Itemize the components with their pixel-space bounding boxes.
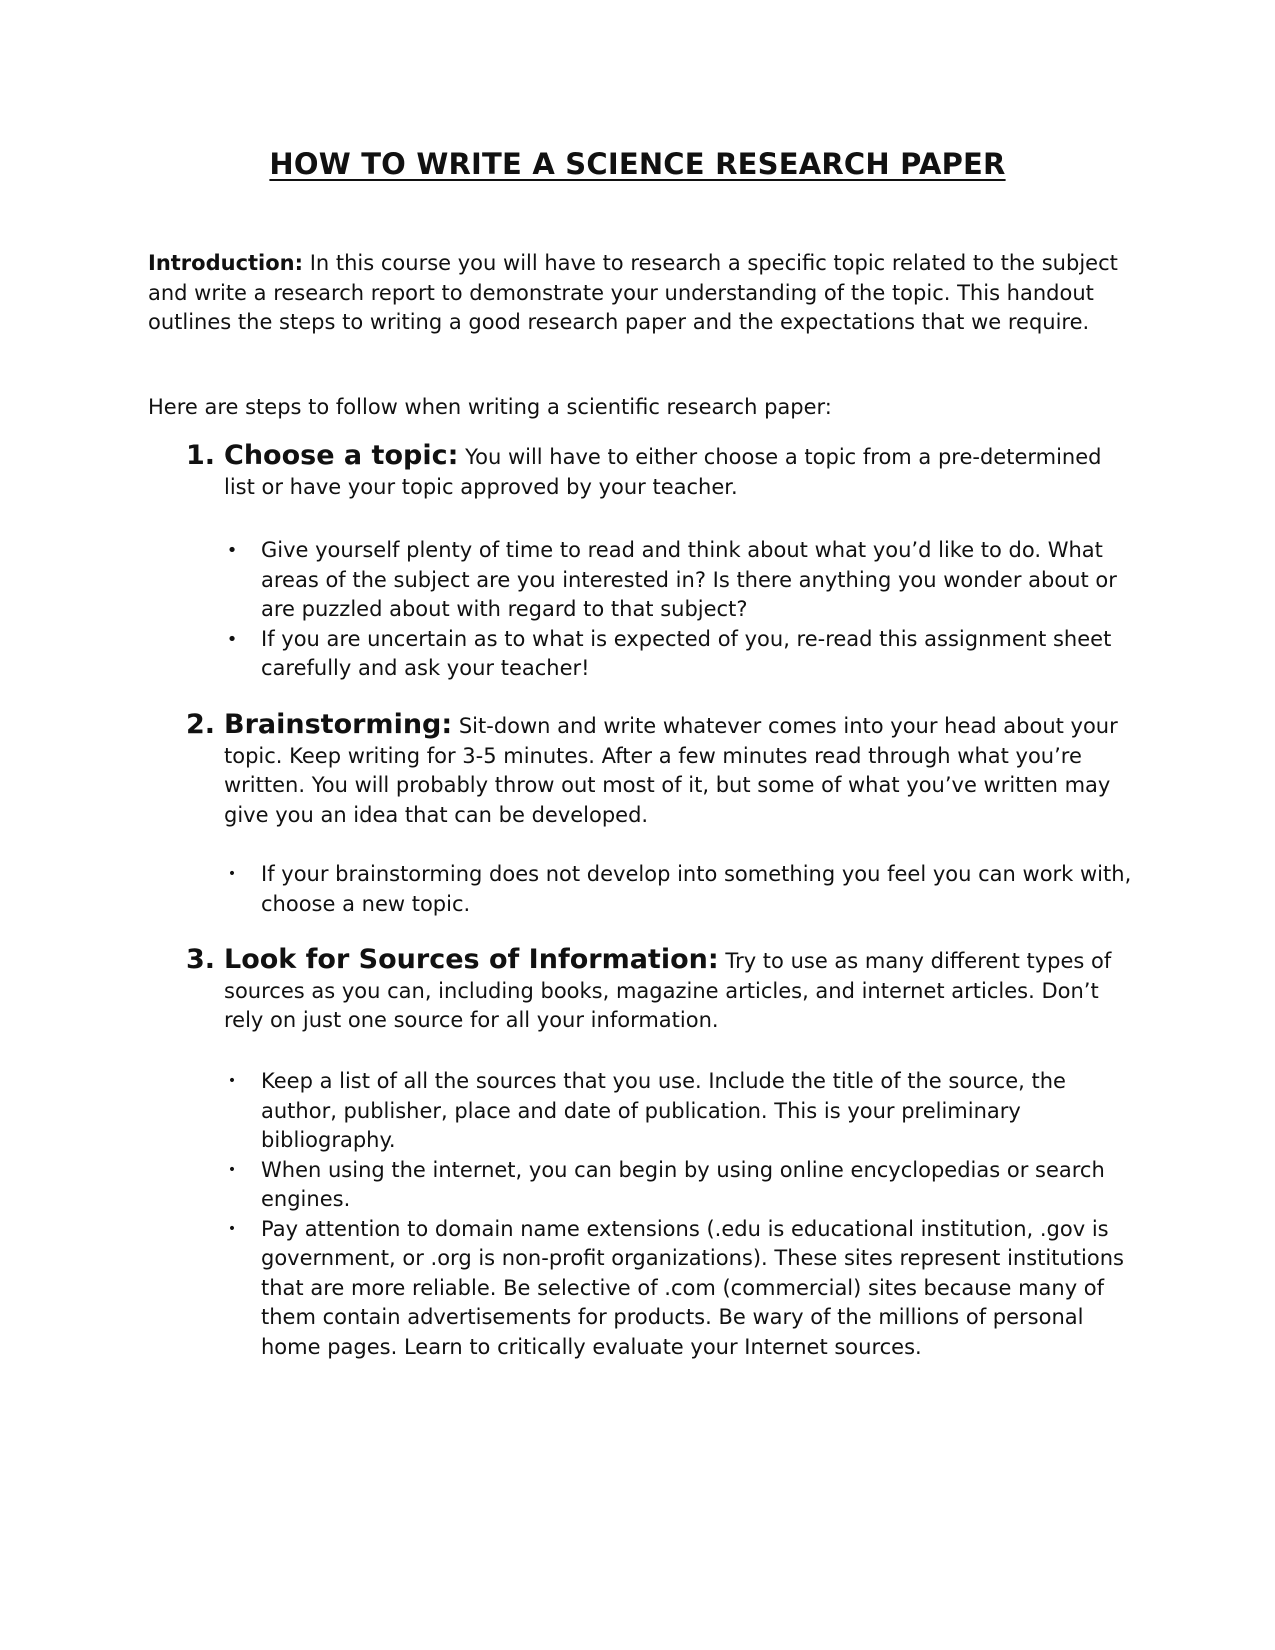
step-heading [186, 710, 1126, 830]
bullet-text: Keep a list of all the sources that you use. Include the title of the source, the author, publisher, place and date of publication. This is your preliminary bibliography. [261, 1069, 1066, 1152]
list-item [186, 860, 1141, 919]
bullet-text: Give yourself plenty of time to read and think about what you’d like to do. What areas of the subject are you interested in? Is there anything you wonder about or are puzzled about with regard to that subject? [261, 538, 1117, 621]
intro-text: In this course you will have to research a specific topic related to the subject and write a research report to demonstrate your understanding of the topic. This handout outlines the steps to writing a good research paper and the expectations that we require. [148, 251, 1118, 334]
list-item [186, 625, 1141, 684]
step-choose-topic [186, 440, 1126, 680]
list-item [186, 1215, 1141, 1363]
step-heading [186, 441, 1126, 502]
bullet-icon: • [227, 866, 237, 882]
steps-lead-text: Here are steps to follow when writing a scientific research paper: [148, 395, 832, 419]
step-text: Try to use as many different types of sources as you can, including books, magazine articles, and internet articles. Don’t rely on just one source for all your information. [224, 949, 1112, 1032]
bullet-icon: • [226, 540, 238, 561]
step-title: Look for Sources of Information: [224, 944, 719, 975]
bullet-icon: • [227, 1161, 237, 1178]
step-number: 3. [186, 944, 216, 975]
bullet-text: When using the internet, you can begin by using online encyclopedias or search engines. [261, 1157, 1105, 1211]
bullet-text: Pay attention to domain name extensions (.edu is educational institution, .gov is government, or .org is non-profit organizations). These sites represent institutions that are more reliable. Be selective of .com (commercial) sites because many of them contain advertisements for products. Be wary of the millions of personal home pages. Learn to critically evaluate your Internet sources. [261, 1216, 1124, 1359]
bullet-list [186, 1067, 1141, 1362]
step-text: You will have to either choose a topic from a pre-determined list or have your topic approved by your teacher. [224, 445, 1102, 499]
page-title: HOW TO WRITE A SCIENCE RESEARCH PAPER [269, 147, 1006, 181]
step-heading [186, 945, 1126, 1036]
step-brainstorming [186, 709, 1132, 916]
step-text: Sit-down and write whatever comes into your head about your topic. Keep writing for 3-5 minutes. After a few minutes read through what you’re written. You will probably throw out most of it, but some of what you’ve written may give you an idea that can be developed. [224, 714, 1118, 827]
bullet-list [186, 536, 1141, 684]
bullet-text: If your brainstorming does not develop into something you feel you can work with, choose a new topic. [261, 862, 1132, 916]
bullet-icon: • [227, 1073, 237, 1089]
step-sources-of-information [186, 944, 1126, 1359]
bullet-list [186, 860, 1141, 919]
step-title: Brainstorming: [224, 709, 453, 740]
step-title: Choose a topic: [224, 440, 459, 471]
step-number: 2. [186, 709, 216, 740]
list-item [186, 1067, 1141, 1156]
intro-label: Introduction: [148, 251, 304, 275]
step-number: 1. [186, 440, 216, 471]
list-item [186, 536, 1141, 625]
intro-paragraph [148, 249, 1128, 338]
bullet-icon: • [226, 628, 238, 650]
bullet-icon: • [227, 1220, 237, 1237]
list-item [186, 1156, 1141, 1215]
bullet-text: If you are uncertain as to what is expected of you, re-read this assignment sheet carefully and ask your teacher! [261, 626, 1112, 680]
